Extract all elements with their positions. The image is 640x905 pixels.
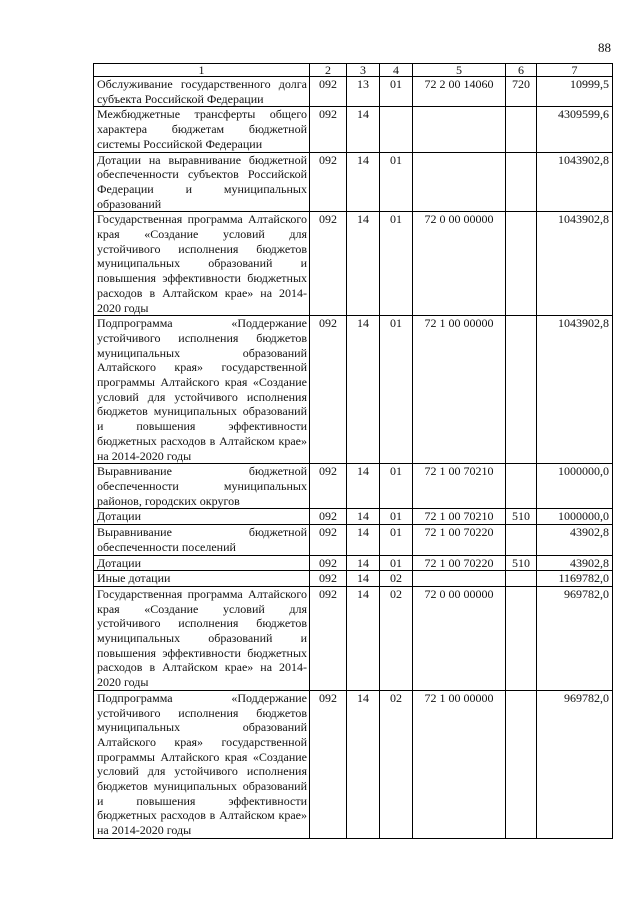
column-header: 4	[380, 64, 413, 77]
budget-table	[93, 63, 613, 839]
expense-type-cell: 720	[506, 77, 537, 107]
subsection-code-cell: 02	[380, 571, 413, 587]
amount-cell: 43902,8	[537, 555, 613, 571]
subsection-code-cell	[380, 107, 413, 152]
table-row	[94, 77, 613, 107]
ministry-code-cell: 092	[310, 107, 347, 152]
amount-cell: 1169782,0	[537, 571, 613, 587]
amount-cell: 1043902,8	[537, 212, 613, 316]
section-code-cell: 14	[347, 555, 380, 571]
target-item-code-cell	[413, 152, 506, 212]
expense-type-cell	[506, 525, 537, 555]
item-name-cell: Выравнивание бюджетной обеспеченности муниципальных районов, городских округов	[94, 464, 310, 509]
ministry-code-cell: 092	[310, 152, 347, 212]
amount-cell: 10999,5	[537, 77, 613, 107]
subsection-code-cell: 01	[380, 152, 413, 212]
ministry-code-cell: 092	[310, 212, 347, 316]
item-name-cell: Государственная программа Алтайского края «Создание условий для устойчивого исполнения бюджетов муниципальных образований и повышения эффективности бюджетных расходов в Алтайском крае» на 2014-2020 годы	[94, 212, 310, 316]
expense-type-cell	[506, 152, 537, 212]
section-code-cell: 14	[347, 152, 380, 212]
subsection-code-cell: 01	[380, 525, 413, 555]
subsection-code-cell: 02	[380, 690, 413, 838]
subsection-code-cell: 01	[380, 212, 413, 316]
ministry-code-cell: 092	[310, 525, 347, 555]
target-item-code-cell: 72 2 00 14060	[413, 77, 506, 107]
expense-type-cell	[506, 212, 537, 316]
section-code-cell: 13	[347, 77, 380, 107]
expense-type-cell: 510	[506, 555, 537, 571]
column-header: 6	[506, 64, 537, 77]
expense-type-cell	[506, 571, 537, 587]
item-name-cell: Выравнивание бюджетной обеспеченности поселений	[94, 525, 310, 555]
item-name-cell: Межбюджетные трансферты общего характера бюджетам бюджетной системы Российской Федерации	[94, 107, 310, 152]
amount-cell: 4309599,6	[537, 107, 613, 152]
expense-type-cell	[506, 690, 537, 838]
ministry-code-cell: 092	[310, 555, 347, 571]
table-row	[94, 464, 613, 509]
section-code-cell: 14	[347, 509, 380, 525]
item-name-cell: Подпрограмма «Поддержание устойчивого исполнения бюджетов муниципальных образований Алтайского края» государственной программы Алтайского края «Создание условий для устойчивого исполнения бюджетов муниципальных образований и повышения эффективности бюджетных расходов в Алтайском крае» на 2014-2020 годы	[94, 316, 310, 464]
amount-cell: 43902,8	[537, 525, 613, 555]
target-item-code-cell: 72 1 00 70220	[413, 555, 506, 571]
section-code-cell: 14	[347, 316, 380, 464]
amount-cell: 969782,0	[537, 586, 613, 690]
ministry-code-cell: 092	[310, 509, 347, 525]
item-name-cell: Дотации на выравнивание бюджетной обеспеченности субъектов Российской Федерации и муниципальных образований	[94, 152, 310, 212]
ministry-code-cell: 092	[310, 571, 347, 587]
column-header: 1	[94, 64, 310, 77]
section-code-cell: 14	[347, 690, 380, 838]
table-row	[94, 555, 613, 571]
ministry-code-cell: 092	[310, 464, 347, 509]
ministry-code-cell: 092	[310, 77, 347, 107]
ministry-code-cell: 092	[310, 690, 347, 838]
table-header-row	[94, 64, 613, 77]
subsection-code-cell: 01	[380, 464, 413, 509]
target-item-code-cell: 72 1 00 70210	[413, 509, 506, 525]
expense-type-cell	[506, 464, 537, 509]
section-code-cell: 14	[347, 525, 380, 555]
target-item-code-cell: 72 0 00 00000	[413, 212, 506, 316]
section-code-cell: 14	[347, 464, 380, 509]
subsection-code-cell: 01	[380, 316, 413, 464]
item-name-cell: Дотации	[94, 555, 310, 571]
item-name-cell: Подпрограмма «Поддержание устойчивого исполнения бюджетов муниципальных образований Алтайского края» государственной программы Алтайского края «Создание условий для устойчивого исполнения бюджетов муниципальных образований и повышения эффективности бюджетных расходов в Алтайском крае» на 2014-2020 годы	[94, 690, 310, 838]
item-name-cell: Дотации	[94, 509, 310, 525]
target-item-code-cell	[413, 571, 506, 587]
item-name-cell: Обслуживание государственного долга субъекта Российской Федерации	[94, 77, 310, 107]
column-header: 7	[537, 64, 613, 77]
target-item-code-cell: 72 1 00 00000	[413, 690, 506, 838]
expense-type-cell: 510	[506, 509, 537, 525]
section-code-cell: 14	[347, 586, 380, 690]
target-item-code-cell	[413, 107, 506, 152]
table-row	[94, 152, 613, 212]
section-code-cell: 14	[347, 107, 380, 152]
target-item-code-cell: 72 1 00 70220	[413, 525, 506, 555]
expense-type-cell	[506, 316, 537, 464]
amount-cell: 1000000,0	[537, 509, 613, 525]
subsection-code-cell: 01	[380, 77, 413, 107]
expense-type-cell	[506, 107, 537, 152]
item-name-cell: Государственная программа Алтайского края «Создание условий для устойчивого исполнения бюджетов муниципальных образований и повышения эффективности бюджетных расходов в Алтайском крае» на 2014-2020 годы	[94, 586, 310, 690]
page-number: 88	[598, 40, 611, 55]
amount-cell: 969782,0	[537, 690, 613, 838]
item-name-cell: Иные дотации	[94, 571, 310, 587]
amount-cell: 1043902,8	[537, 152, 613, 212]
target-item-code-cell: 72 1 00 00000	[413, 316, 506, 464]
subsection-code-cell: 01	[380, 555, 413, 571]
subsection-code-cell: 02	[380, 586, 413, 690]
target-item-code-cell: 72 0 00 00000	[413, 586, 506, 690]
amount-cell: 1000000,0	[537, 464, 613, 509]
table-row	[94, 571, 613, 587]
section-code-cell: 14	[347, 212, 380, 316]
target-item-code-cell: 72 1 00 70210	[413, 464, 506, 509]
subsection-code-cell: 01	[380, 509, 413, 525]
table-row	[94, 586, 613, 690]
table-row	[94, 509, 613, 525]
table-row	[94, 212, 613, 316]
column-header: 2	[310, 64, 347, 77]
table-row	[94, 525, 613, 555]
amount-cell: 1043902,8	[537, 316, 613, 464]
table-row	[94, 690, 613, 838]
ministry-code-cell: 092	[310, 586, 347, 690]
expense-type-cell	[506, 586, 537, 690]
column-header: 5	[413, 64, 506, 77]
table-row	[94, 107, 613, 152]
table-row	[94, 316, 613, 464]
column-header: 3	[347, 64, 380, 77]
section-code-cell: 14	[347, 571, 380, 587]
ministry-code-cell: 092	[310, 316, 347, 464]
